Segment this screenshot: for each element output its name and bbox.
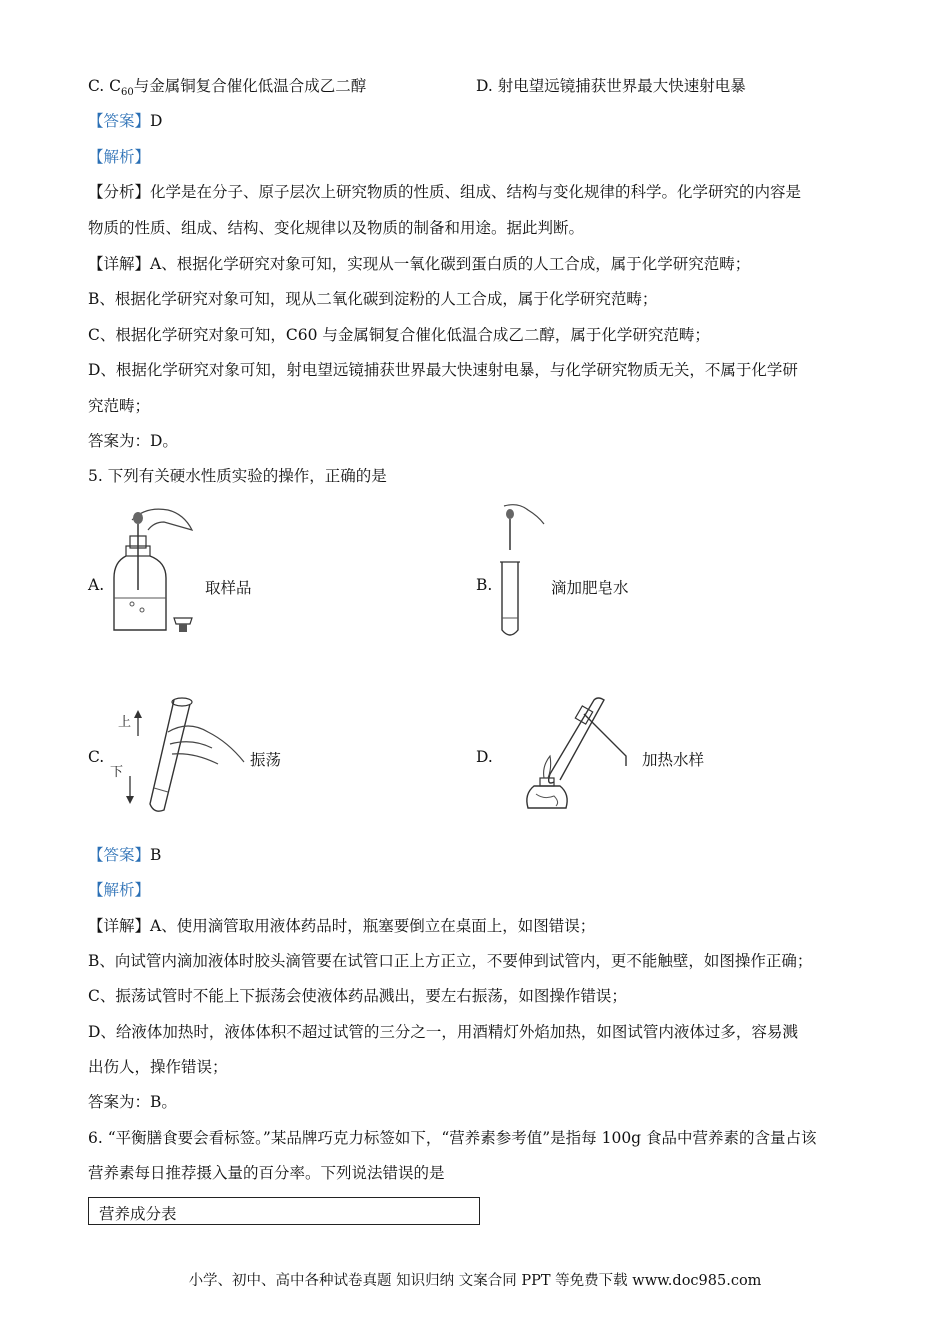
analysis-tag-2: 【解析】 <box>88 881 151 899</box>
answer-line-1: 【答案】D <box>88 112 163 130</box>
xiangjie1-c: C、根据化学研究对象可知，C60 与金属铜复合催化低温合成乙二醇，属于化学研究范畴； <box>88 326 710 344</box>
option-d-label: D. <box>476 748 493 766</box>
option-a-label: A. <box>88 576 105 594</box>
option-c-caption: 振荡 <box>250 751 282 769</box>
answer-final-1: 答案为：D。 <box>88 432 178 450</box>
question-6-line-1: 6. “平衡膳食要会看标签。”某品牌巧克力标签如下，“营养素参考值”是指每 100g 食品中营养素的含量占该 <box>88 1129 817 1147</box>
xiangjie2-d2: 出伤人，操作错误； <box>88 1058 228 1076</box>
option-c-label: C. <box>88 748 105 766</box>
test-tube-dropper-figure <box>492 500 552 640</box>
nutrition-table <box>88 1197 480 1225</box>
option-a-caption: 取样品 <box>205 579 252 597</box>
analysis-tag-1: 【解析】 <box>88 148 151 166</box>
question-6-line-2: 营养素每日推荐摄入量的百分率。下列说法错误的是 <box>88 1164 445 1182</box>
xiangjie2-a: 【详解】A、使用滴管取用液体药品时，瓶塞要倒立在桌面上，如图错误； <box>88 917 596 935</box>
xiangjie1-b: B、根据化学研究对象可知，现从二氧化碳到淀粉的人工合成，属于化学研究范畴； <box>88 290 658 308</box>
xiangjie1-d2: 究范畴； <box>88 397 151 415</box>
down-label: 下 <box>110 765 124 780</box>
option-b-label: B. <box>476 576 493 594</box>
heating-test-tube-figure <box>494 690 644 820</box>
answer-final-2: 答案为：B。 <box>88 1093 177 1111</box>
up-label: 上 <box>118 715 132 730</box>
page-footer: 小学、初中、高中各种试卷真题 知识归纳 文案合同 PPT 等免费下载 www.doc985.com <box>188 1273 762 1289</box>
answer-tag: 【答案】 <box>88 112 151 130</box>
nutrition-table-header: 营养成分表 <box>99 1205 177 1223</box>
option-d: D. 射电望远镜捕获世界最大快速射电暴 <box>476 77 746 95</box>
option-b-caption: 滴加肥皂水 <box>551 579 629 597</box>
question-5: 5. 下列有关硬水性质实验的操作，正确的是 <box>88 467 387 485</box>
fenxi-line-1: 【分析】化学是在分子、原子层次上研究物质的性质、组成、结构与变化规律的科学。化学研究的内容是 <box>88 183 802 201</box>
xiangjie1-d1: D、根据化学研究对象可知，射电望远镜捕获世界最大快速射电暴，与化学研究物质无关，不属于化学研 <box>88 361 798 379</box>
answer-line-2: 【答案】B <box>88 846 162 864</box>
answer-tag: 【答案】 <box>88 846 151 864</box>
xiangjie1-a: 【详解】A、根据化学研究对象可知，实现从一氧化碳到蛋白质的人工合成，属于化学研究范畴； <box>88 255 751 273</box>
option-d-caption: 加热水样 <box>642 751 705 769</box>
fenxi-line-2: 物质的性质、组成、结构、变化规律以及物质的制备和用途。据此判断。 <box>88 219 585 237</box>
bottle-dropper-figure <box>108 500 198 640</box>
xiangjie2-c: C、振荡试管时不能上下振荡会使液体药品溅出，要左右振荡，如图操作错误； <box>88 987 627 1005</box>
option-c: C. $C_{60}$与金属铜复合催化低温合成乙二醇 <box>88 77 367 99</box>
xiangjie2-d1: D、给液体加热时，液体体积不超过试管的三分之一，用酒精灯外焰加热，如图试管内液体过多，容易溅 <box>88 1023 798 1041</box>
xiangjie2-b: B、向试管内滴加液体时胶头滴管要在试管口正上方正立，不要伸到试管内，更不能触壁，如图操作正确； <box>88 952 813 970</box>
shaking-test-tube-figure <box>108 692 248 817</box>
